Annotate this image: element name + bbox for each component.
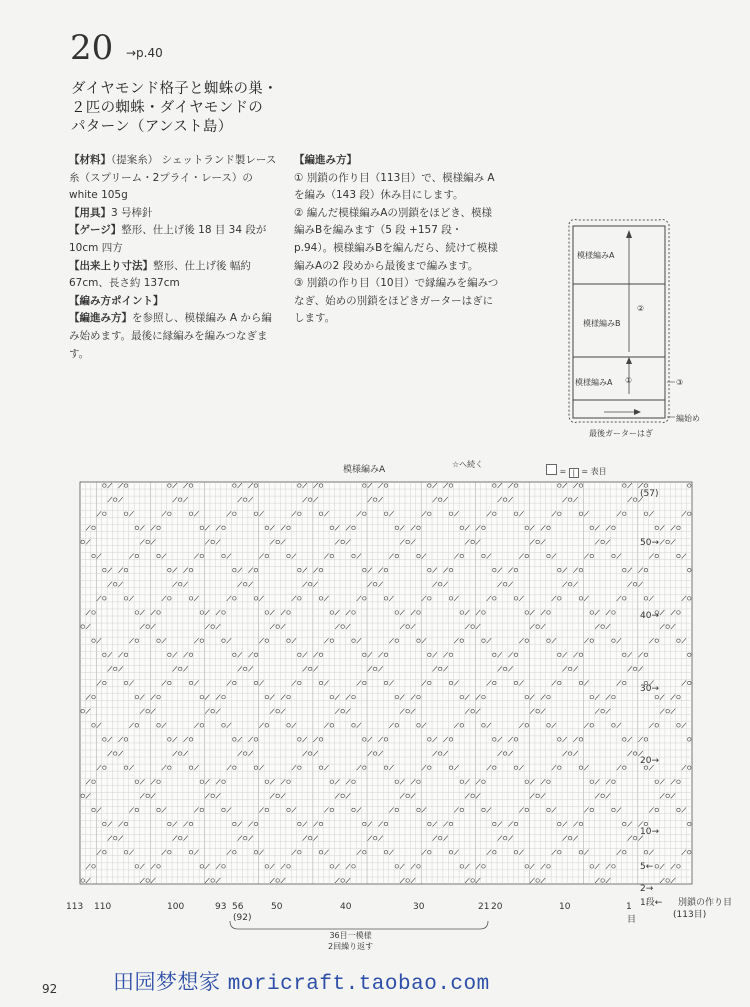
gauge-text: 整形、仕上げ後 18 目 34 段が 10cm 四方 xyxy=(69,224,267,254)
shop-name: 田园梦想家 xyxy=(113,970,221,994)
materials-column xyxy=(69,152,279,363)
shawl-schematic xyxy=(559,212,719,447)
knitting-chart xyxy=(60,480,700,920)
schematic-label-a-top: 模様編みA xyxy=(577,251,615,260)
page-number: 92 xyxy=(42,982,58,996)
row-label: 30→ xyxy=(640,684,659,694)
col-label: 21 xyxy=(478,902,490,912)
pattern-number: 20 xyxy=(70,28,114,68)
row-label-1: 1段← xyxy=(640,898,663,908)
col-label: 110 xyxy=(94,902,112,912)
row-label: 2→ xyxy=(640,884,654,894)
title-line: ２匹の蜘蛛・ダイヤモンドの xyxy=(71,100,264,116)
chart-title: 模様編みA xyxy=(343,465,386,475)
col-label: 1 xyxy=(626,902,632,912)
col-label: 100 xyxy=(167,902,185,912)
row-label: 20→ xyxy=(640,756,659,766)
gauge-block xyxy=(69,222,279,257)
row-label: 5← xyxy=(640,862,654,872)
col-label: 30 xyxy=(413,902,425,912)
instruction-step-3: ③ 別鎖の作り目（10目）で縁編みを編みつなぎ、始めの別鎖をほどきガーターはぎにします。 xyxy=(294,277,499,325)
schematic-label-a-bottom: 模様編みA xyxy=(575,378,613,387)
shop-url: moricraft.taobao.com xyxy=(227,973,490,996)
col-label-sub: (92) xyxy=(233,913,252,923)
col-label: 50 xyxy=(271,902,283,912)
schematic-bottom-label: 最後ガーターはぎ xyxy=(589,429,653,438)
points-heading: 【編み方ポイント】 xyxy=(69,294,164,307)
tools-label: 【用具】 xyxy=(69,206,111,219)
points-block xyxy=(69,310,279,363)
row-label: 50→ xyxy=(640,538,659,548)
page-reference: →p.40 xyxy=(126,46,163,60)
legend-blank-box xyxy=(546,464,557,475)
gauge-label: 【ゲージ】 xyxy=(69,224,122,237)
repeat-line-1: 36目一模様 xyxy=(329,931,372,940)
size-block xyxy=(69,258,279,293)
title-line: パターン（アンスト島） xyxy=(71,119,233,135)
schematic-start-label: 編始め xyxy=(676,414,700,423)
tools-block xyxy=(69,205,279,223)
tools-text: 3 号棒針 xyxy=(111,206,153,219)
materials-label: 【材料】 xyxy=(69,154,111,166)
instructions-column xyxy=(294,152,499,328)
title-line: ダイヤモンド格子と蜘蛛の巣・ xyxy=(71,81,278,97)
chart-continue-note: ☆へ続く xyxy=(452,460,484,469)
col-label: 10 xyxy=(559,902,571,912)
chart-legend xyxy=(546,464,607,478)
col-label: 113 xyxy=(66,902,84,912)
materials-text: （提案糸） シェットランド製レース糸（スプリーム・2プライ・レース）の white 105g xyxy=(69,154,277,202)
start-chain-count: (113目) xyxy=(673,910,707,920)
schematic-marker-2: ② xyxy=(637,304,645,313)
instructions-heading: 【編進み方】 xyxy=(294,154,357,166)
points-text: を参照し、模様編み A から編み始めます。最後に縁編みを編みつなぎます。 xyxy=(69,312,272,360)
repeat-note xyxy=(328,930,373,952)
instruction-step-1: ① 別鎖の作り目（113目）で、模様編み Aを編み（143 段）休み目にします。 xyxy=(294,171,495,202)
row-label-top: (57) xyxy=(640,489,659,499)
schematic-drawing xyxy=(559,212,719,447)
instruction-step-2: ② 編んだ模様編みAの別鎖をほどき、模様編みBを編みます（5 段 +157 段・p.94）。模様編みBを編んだら、続けて模様編みAの2 段めから最後まで編みます。 xyxy=(294,206,498,272)
shop-watermark xyxy=(113,966,490,996)
points-inner-label: 【編進み方】 xyxy=(69,312,132,325)
legend-equals: = xyxy=(559,467,567,476)
start-chain-label: 別鎖の作り目 xyxy=(678,898,733,908)
col-label: 40 xyxy=(340,902,352,912)
col-label: 56 xyxy=(232,902,244,912)
size-label: 【出来上り寸法】 xyxy=(69,259,153,272)
row-label: 40→ xyxy=(640,611,659,621)
col-label-unit: 目 xyxy=(627,915,637,925)
schematic-marker-1: ① xyxy=(625,376,633,385)
legend-knit-label: = 表目 xyxy=(581,467,607,476)
pattern-title xyxy=(71,80,301,137)
schematic-marker-3: ③ xyxy=(676,378,684,387)
repeat-line-2: 2回繰り返す xyxy=(328,942,374,951)
col-label: 20 xyxy=(491,902,503,912)
legend-knit-box: | xyxy=(569,468,579,478)
materials-block xyxy=(69,152,279,205)
col-label: 93 xyxy=(215,902,227,912)
row-label: 10→ xyxy=(640,827,659,837)
chart-frame xyxy=(80,482,692,884)
size-text: 整形、仕上げ後 幅約 67cm、長さ約 137cm xyxy=(69,259,251,290)
schematic-label-b: 模様編みB xyxy=(583,319,621,328)
